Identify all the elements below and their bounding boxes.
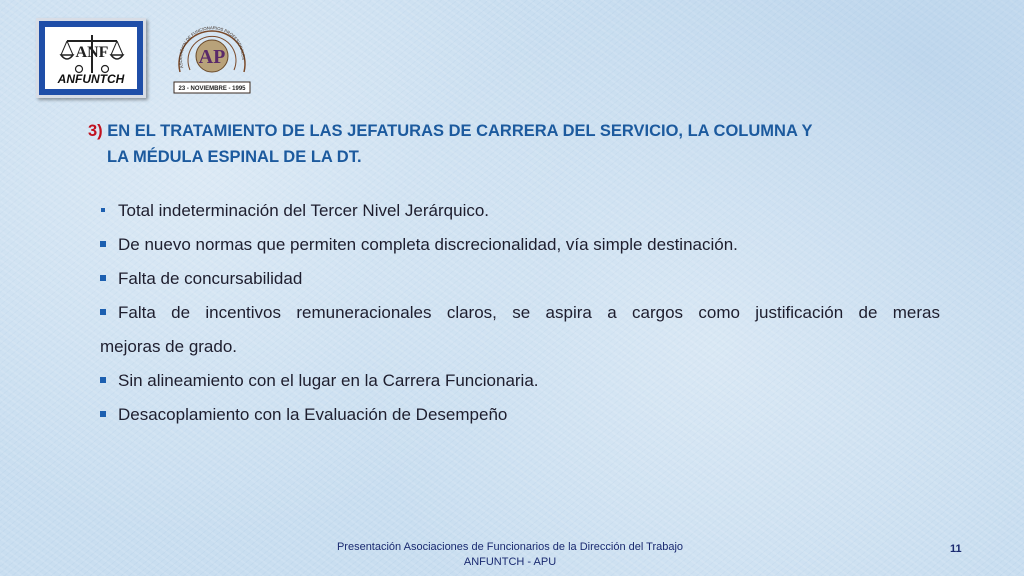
title-line-2: LA MÉDULA ESPINAL DE LA DT. — [107, 148, 362, 166]
section-number: 3) — [88, 122, 103, 140]
square-bullet-icon — [100, 411, 106, 417]
square-bullet-icon — [100, 275, 106, 281]
bullet-text: mejoras de grado. — [100, 337, 238, 356]
apu-seal-logo — [166, 18, 258, 96]
logo-initials: ANF — [75, 44, 109, 61]
seal-ring-text: ASOCIACION DE FUNCIONARIOS PROFESIONALES — [177, 25, 247, 69]
list-item — [100, 364, 940, 398]
bullet-list — [100, 194, 940, 432]
list-item-continuation — [100, 330, 940, 364]
anfuntch-logo-panel — [45, 27, 137, 89]
bullet-text: Total indeterminación del Tercer Nivel Jerárquico. — [118, 201, 490, 220]
bullet-text: Desacoplamiento con la Evaluación de Desempeño — [118, 405, 508, 424]
bullet-text: Falta de incentivos remuneracionales claros, se aspira a cargos como justificación de meras — [118, 303, 940, 322]
footer-line-1: Presentación Asociaciones de Funcionarios de la Dirección del Trabajo — [336, 541, 684, 553]
page-number: 11 — [950, 543, 962, 555]
list-item — [100, 262, 940, 296]
square-bullet-icon — [100, 241, 106, 247]
anfuntch-logo — [36, 18, 146, 98]
anfuntch-logo-text: ANFUNTCH — [57, 72, 125, 86]
bullet-text: Falta de concursabilidad — [118, 269, 303, 288]
scales-of-justice-icon — [49, 29, 135, 77]
list-item — [100, 228, 940, 262]
slide-title — [88, 118, 958, 170]
square-bullet-icon — [100, 377, 106, 383]
list-item — [100, 194, 940, 228]
bullet-text: De nuevo normas que permiten completa discrecionalidad, vía simple destinación. — [118, 235, 738, 254]
slide-footer — [300, 540, 720, 570]
bullet-text: Sin alineamiento con el lugar en la Carrera Funcionaria. — [118, 371, 539, 390]
seal-initials: AP — [198, 46, 226, 68]
footer-line-2: ANFUNTCH - APU — [463, 556, 557, 568]
seal-date: 23 - NOVIEMBRE - 1995 — [178, 86, 246, 92]
square-bullet-icon — [101, 208, 105, 212]
title-line-1: EN EL TRATAMIENTO DE LAS JEFATURAS DE CARRERA DEL SERVICIO, LA COLUMNA Y — [107, 122, 813, 140]
list-item — [100, 398, 940, 432]
square-bullet-icon — [100, 309, 106, 315]
list-item — [100, 296, 940, 330]
